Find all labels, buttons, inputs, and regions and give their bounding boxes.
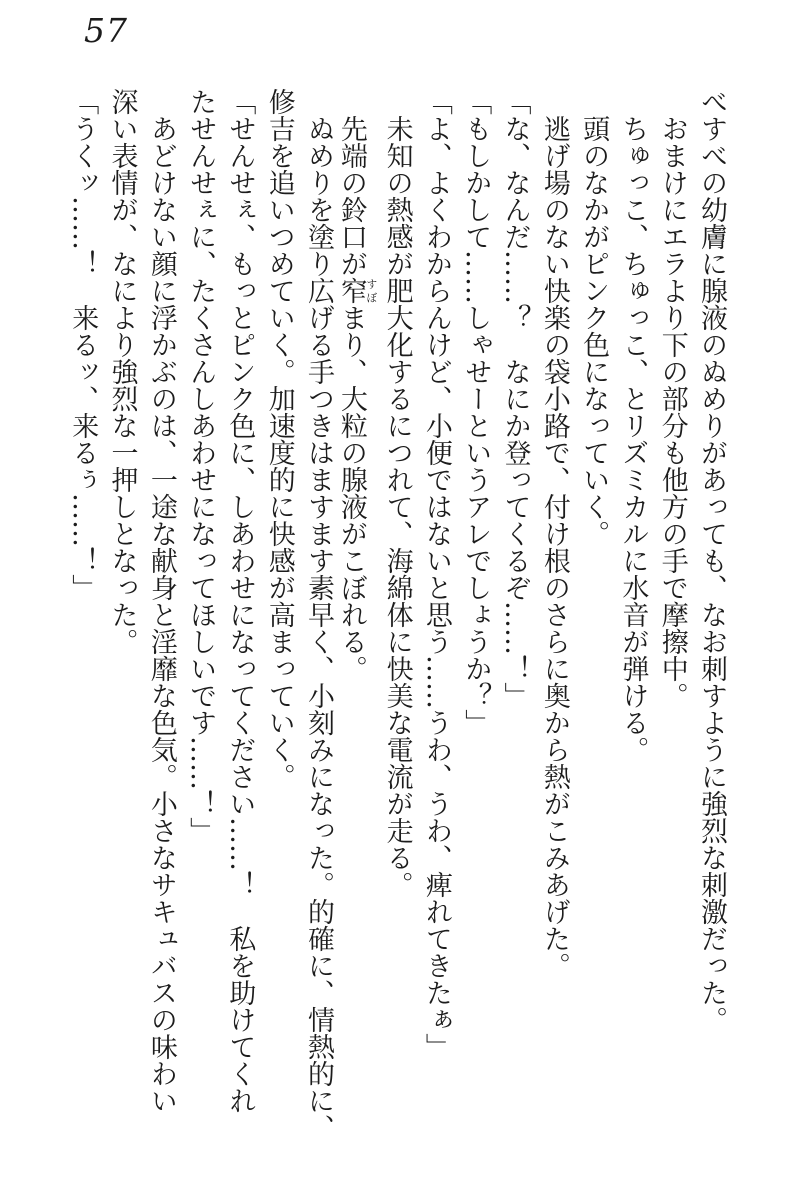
text-line: 「せんせぇ、もっとピンク色に、しあわせになってください……！ 私を助けてくれ	[224, 88, 256, 1114]
text-line: 「な、なんだ……？ なにか登ってくるぞ……！」	[499, 88, 531, 709]
text-line: 未知の熱感が肥大化するにつれて、海綿体に快美な電流が走る。	[381, 115, 413, 898]
text-line: 修吉を追いつめていく。加速度的に快感が高まっていく。	[263, 88, 295, 790]
text-line: 逃げ場のない快楽の袋小路で、付け根のさらに奥から熱がこみあげた。	[538, 115, 570, 979]
text-line: 頭のなかがピンク色になっていく。	[578, 115, 610, 547]
page-number: 57	[84, 11, 128, 50]
text-line: 「よ、よくわからんけど、小便ではないと思う……うわ、うわ、痺れてきたぁ」	[420, 88, 452, 1060]
text-line: 先端の鈴口が窄すぼまり、大粒の腺液がこぼれる。	[335, 115, 378, 682]
text-line: ぬめりを塗り広げる手つきはますます素早く、小刻みになった。的確に、情熱的に、	[303, 115, 334, 1141]
text-line: ちゅっこ、ちゅっこ、とリズミカルに水音が弾ける。	[617, 115, 649, 763]
text-line: あどけない顔に浮かぶのは、一途な献身と淫靡な色気。小さなサキュバスの味わい	[145, 115, 177, 1114]
text-line: 「もしかして……しゃせーというアレでしょうか？」	[460, 88, 492, 736]
text-line: べすべの幼膚に腺液のぬめりがあっても、なお刺すように強烈な刺激だった。	[696, 88, 727, 1033]
text-line: 「うくッ……！ 来るッ、来るぅ……！」	[67, 88, 99, 601]
furigana-annotated-char: 窄すぼ	[335, 277, 378, 304]
text-block	[62, 88, 731, 1188]
text-line: 深い表情が、なにより強烈な一押しとなった。	[106, 88, 138, 655]
text-line: おまけにエラより下の部分も他方の手で摩擦中。	[656, 115, 688, 709]
text-line: たせんせぇに、たくさんしあわせになってほしいです……！」	[185, 88, 217, 844]
